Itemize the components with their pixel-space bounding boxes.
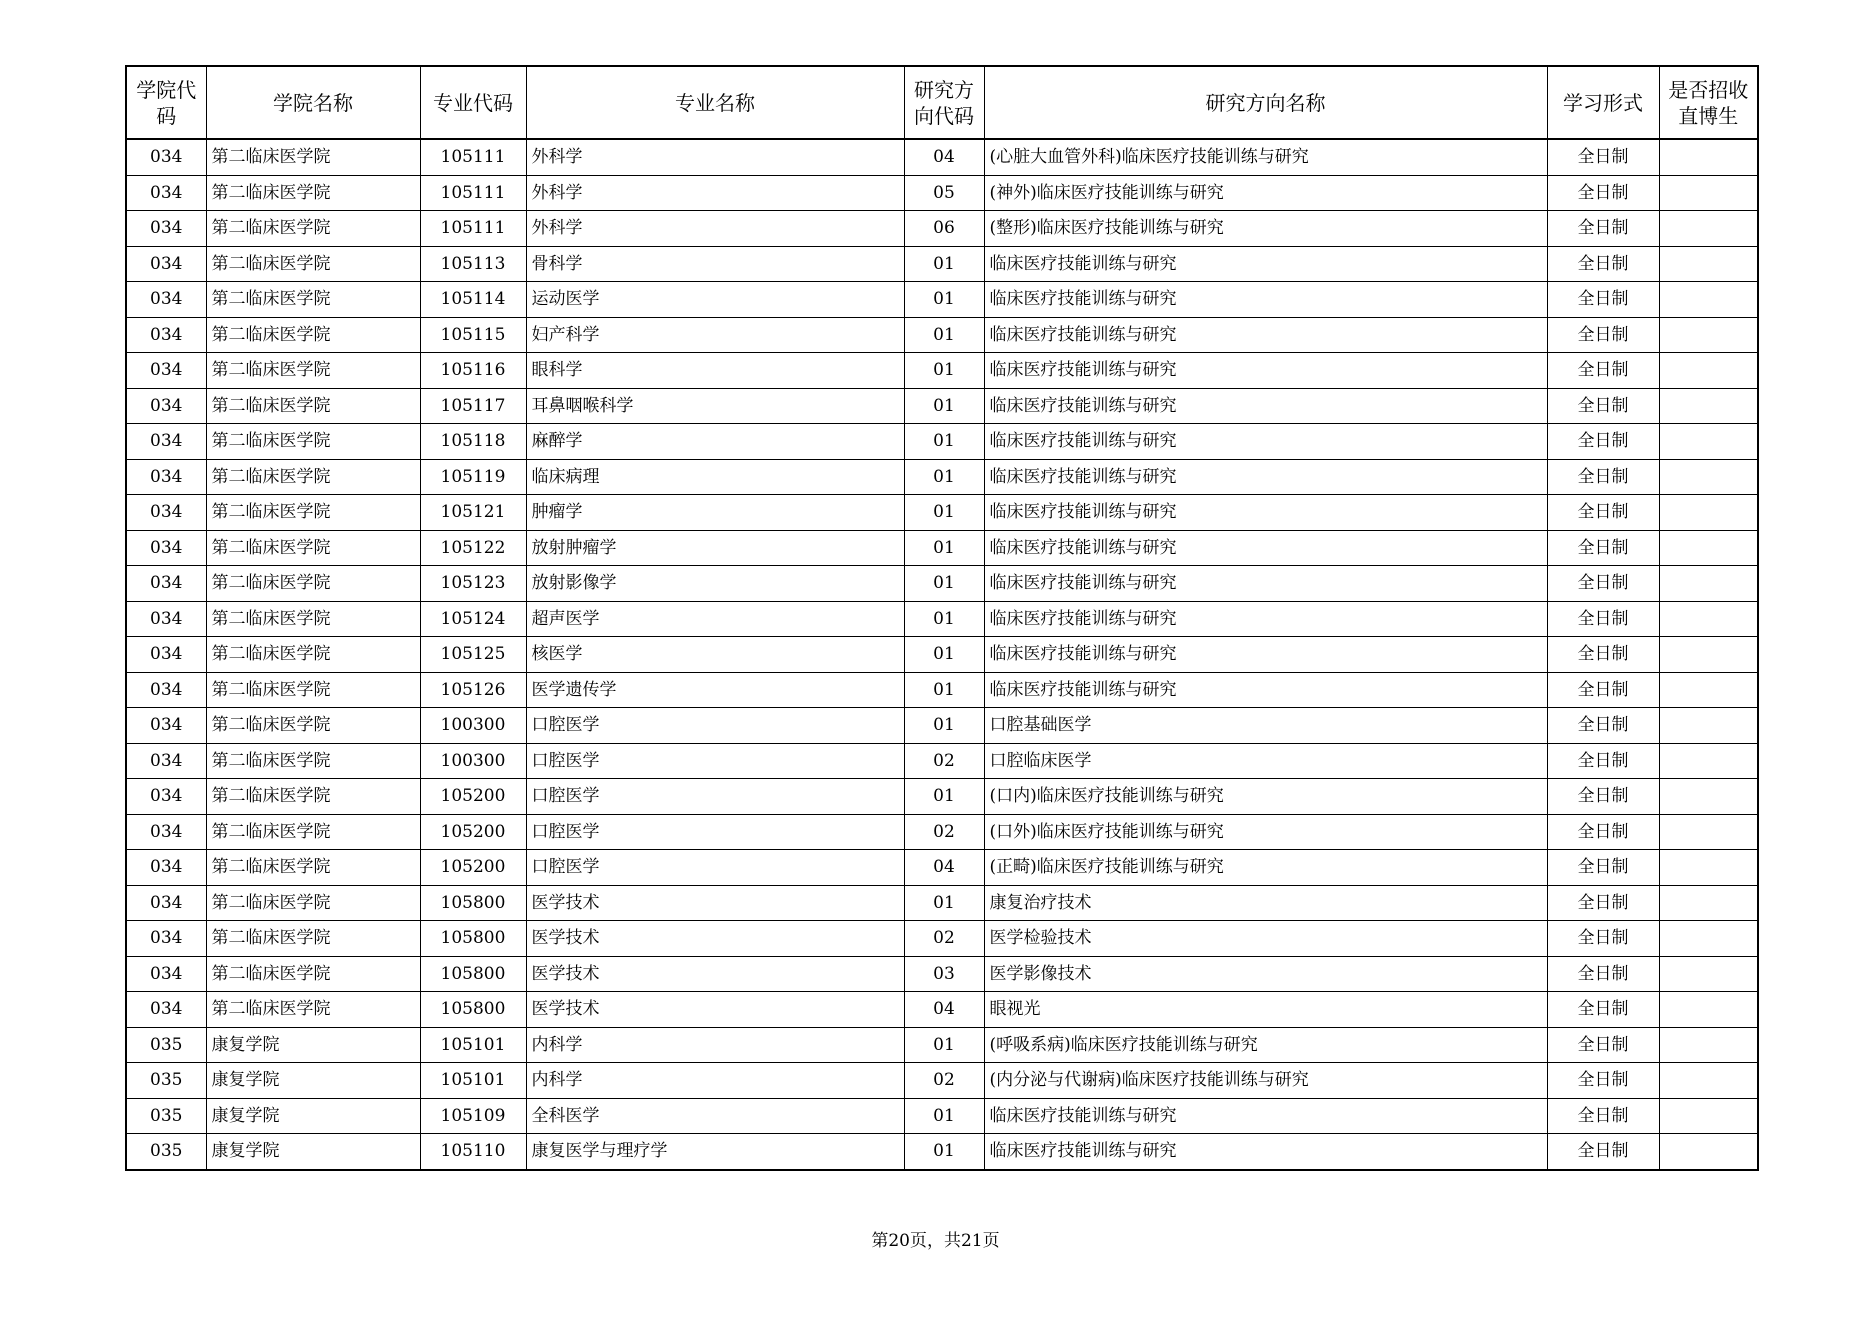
cell-direction-name: 临床医疗技能训练与研究 <box>984 1098 1547 1134</box>
cell-major-code: 105101 <box>420 1063 526 1099</box>
cell-direct-phd <box>1659 282 1758 318</box>
cell-direction-name: 临床医疗技能训练与研究 <box>984 637 1547 673</box>
cell-direct-phd <box>1659 743 1758 779</box>
cell-direct-phd <box>1659 850 1758 886</box>
cell-direction-code: 01 <box>904 1027 984 1063</box>
cell-direct-phd <box>1659 992 1758 1028</box>
cell-direction-name: 临床医疗技能训练与研究 <box>984 388 1547 424</box>
cell-study-mode: 全日制 <box>1547 495 1659 531</box>
table-row <box>126 1063 1758 1099</box>
cell-major-code: 105111 <box>420 139 526 175</box>
cell-direction-code: 01 <box>904 885 984 921</box>
cell-direction-name: 医学检验技术 <box>984 921 1547 957</box>
cell-college-code: 034 <box>126 246 206 282</box>
cell-study-mode: 全日制 <box>1547 424 1659 460</box>
cell-study-mode: 全日制 <box>1547 956 1659 992</box>
cell-college-name: 第二临床医学院 <box>206 708 420 744</box>
cell-direct-phd <box>1659 672 1758 708</box>
cell-direction-code: 01 <box>904 779 984 815</box>
cell-direction-code: 01 <box>904 566 984 602</box>
cell-college-code: 034 <box>126 850 206 886</box>
cell-college-code: 034 <box>126 672 206 708</box>
cell-study-mode: 全日制 <box>1547 850 1659 886</box>
table-row <box>126 1098 1758 1134</box>
cell-direct-phd <box>1659 139 1758 175</box>
header-college-code: 学院代码 <box>126 66 206 139</box>
cell-direct-phd <box>1659 317 1758 353</box>
cell-direction-code: 02 <box>904 814 984 850</box>
cell-major-name: 口腔医学 <box>526 708 904 744</box>
cell-major-code: 105111 <box>420 211 526 247</box>
cell-direction-name: 临床医疗技能训练与研究 <box>984 1134 1547 1170</box>
cell-direction-code: 01 <box>904 317 984 353</box>
header-college-name: 学院名称 <box>206 66 420 139</box>
cell-study-mode: 全日制 <box>1547 388 1659 424</box>
cell-direct-phd <box>1659 566 1758 602</box>
cell-study-mode: 全日制 <box>1547 885 1659 921</box>
cell-direct-phd <box>1659 921 1758 957</box>
table-row <box>126 211 1758 247</box>
cell-college-name: 第二临床医学院 <box>206 814 420 850</box>
cell-major-name: 内科学 <box>526 1027 904 1063</box>
table-row <box>126 814 1758 850</box>
cell-college-code: 034 <box>126 921 206 957</box>
cell-study-mode: 全日制 <box>1547 637 1659 673</box>
cell-major-code: 105121 <box>420 495 526 531</box>
cell-direct-phd <box>1659 1134 1758 1170</box>
cell-college-name: 第二临床医学院 <box>206 921 420 957</box>
cell-direct-phd <box>1659 495 1758 531</box>
cell-major-code: 105200 <box>420 779 526 815</box>
cell-college-name: 第二临床医学院 <box>206 566 420 602</box>
cell-direct-phd <box>1659 1063 1758 1099</box>
header-major-code: 专业代码 <box>420 66 526 139</box>
cell-major-name: 全科医学 <box>526 1098 904 1134</box>
cell-direction-code: 01 <box>904 708 984 744</box>
cell-major-code: 105800 <box>420 921 526 957</box>
cell-study-mode: 全日制 <box>1547 353 1659 389</box>
cell-college-code: 034 <box>126 779 206 815</box>
cell-direct-phd <box>1659 388 1758 424</box>
table-row <box>126 246 1758 282</box>
cell-major-code: 105118 <box>420 424 526 460</box>
cell-study-mode: 全日制 <box>1547 566 1659 602</box>
cell-college-code: 034 <box>126 637 206 673</box>
cell-college-code: 035 <box>126 1134 206 1170</box>
cell-college-code: 034 <box>126 139 206 175</box>
cell-direction-code: 01 <box>904 637 984 673</box>
cell-college-name: 第二临床医学院 <box>206 601 420 637</box>
cell-direct-phd <box>1659 885 1758 921</box>
cell-college-code: 034 <box>126 743 206 779</box>
header-major-name: 专业名称 <box>526 66 904 139</box>
cell-college-code: 034 <box>126 530 206 566</box>
cell-direction-code: 05 <box>904 175 984 211</box>
cell-direction-name: 临床医疗技能训练与研究 <box>984 459 1547 495</box>
cell-college-code: 034 <box>126 601 206 637</box>
cell-major-name: 口腔医学 <box>526 779 904 815</box>
table-row <box>126 708 1758 744</box>
cell-college-name: 第二临床医学院 <box>206 139 420 175</box>
cell-direction-name: 临床医疗技能训练与研究 <box>984 530 1547 566</box>
cell-direct-phd <box>1659 814 1758 850</box>
cell-major-code: 105123 <box>420 566 526 602</box>
cell-major-name: 内科学 <box>526 1063 904 1099</box>
cell-study-mode: 全日制 <box>1547 708 1659 744</box>
cell-major-name: 眼科学 <box>526 353 904 389</box>
cell-study-mode: 全日制 <box>1547 1063 1659 1099</box>
header-study-mode: 学习形式 <box>1547 66 1659 139</box>
table-row <box>126 139 1758 175</box>
cell-major-code: 105113 <box>420 246 526 282</box>
cell-college-code: 034 <box>126 814 206 850</box>
cell-study-mode: 全日制 <box>1547 282 1659 318</box>
cell-college-code: 034 <box>126 388 206 424</box>
cell-direct-phd <box>1659 459 1758 495</box>
cell-college-code: 035 <box>126 1098 206 1134</box>
cell-direction-code: 02 <box>904 1063 984 1099</box>
cell-college-name: 康复学院 <box>206 1098 420 1134</box>
cell-college-code: 035 <box>126 1027 206 1063</box>
cell-direction-name: 口腔临床医学 <box>984 743 1547 779</box>
cell-direction-name: 临床医疗技能训练与研究 <box>984 353 1547 389</box>
cell-direction-name: 临床医疗技能训练与研究 <box>984 672 1547 708</box>
cell-direction-name: 眼视光 <box>984 992 1547 1028</box>
cell-direction-code: 02 <box>904 743 984 779</box>
cell-major-code: 105800 <box>420 992 526 1028</box>
cell-college-code: 034 <box>126 211 206 247</box>
cell-direction-name: (正畸)临床医疗技能训练与研究 <box>984 850 1547 886</box>
table-row <box>126 424 1758 460</box>
cell-major-code: 105800 <box>420 885 526 921</box>
cell-major-name: 麻醉学 <box>526 424 904 460</box>
cell-direction-code: 04 <box>904 139 984 175</box>
cell-direction-name: (口外)临床医疗技能训练与研究 <box>984 814 1547 850</box>
cell-college-name: 第二临床医学院 <box>206 317 420 353</box>
cell-major-code: 100300 <box>420 708 526 744</box>
cell-major-code: 105200 <box>420 850 526 886</box>
cell-direction-code: 03 <box>904 956 984 992</box>
cell-study-mode: 全日制 <box>1547 1134 1659 1170</box>
cell-major-name: 外科学 <box>526 211 904 247</box>
cell-direction-code: 01 <box>904 601 984 637</box>
cell-direction-name: 临床医疗技能训练与研究 <box>984 282 1547 318</box>
cell-college-name: 第二临床医学院 <box>206 459 420 495</box>
cell-college-name: 第二临床医学院 <box>206 530 420 566</box>
cell-major-code: 105109 <box>420 1098 526 1134</box>
cell-college-code: 034 <box>126 708 206 744</box>
cell-direction-code: 04 <box>904 992 984 1028</box>
cell-direction-code: 02 <box>904 921 984 957</box>
cell-direction-name: (心脏大血管外科)临床医疗技能训练与研究 <box>984 139 1547 175</box>
cell-direction-name: 临床医疗技能训练与研究 <box>984 601 1547 637</box>
table-row <box>126 743 1758 779</box>
cell-major-name: 医学技术 <box>526 885 904 921</box>
cell-college-code: 034 <box>126 956 206 992</box>
cell-college-name: 第二临床医学院 <box>206 175 420 211</box>
cell-direct-phd <box>1659 637 1758 673</box>
header-direction-code: 研究方向代码 <box>904 66 984 139</box>
cell-direction-code: 01 <box>904 459 984 495</box>
header-direction-name: 研究方向名称 <box>984 66 1547 139</box>
table-row <box>126 672 1758 708</box>
cell-college-name: 第二临床医学院 <box>206 424 420 460</box>
cell-college-code: 034 <box>126 175 206 211</box>
cell-direct-phd <box>1659 708 1758 744</box>
cell-major-code: 105124 <box>420 601 526 637</box>
table-row <box>126 921 1758 957</box>
table-row <box>126 850 1758 886</box>
cell-college-code: 034 <box>126 317 206 353</box>
cell-major-code: 105125 <box>420 637 526 673</box>
cell-college-name: 康复学院 <box>206 1027 420 1063</box>
cell-major-name: 医学技术 <box>526 956 904 992</box>
cell-direction-code: 06 <box>904 211 984 247</box>
table-row <box>126 885 1758 921</box>
cell-direction-code: 01 <box>904 672 984 708</box>
cell-major-name: 耳鼻咽喉科学 <box>526 388 904 424</box>
table-header-row <box>126 66 1758 139</box>
cell-study-mode: 全日制 <box>1547 743 1659 779</box>
cell-major-name: 骨科学 <box>526 246 904 282</box>
cell-college-code: 034 <box>126 353 206 389</box>
cell-college-code: 034 <box>126 424 206 460</box>
table-row <box>126 459 1758 495</box>
cell-major-code: 105122 <box>420 530 526 566</box>
cell-direct-phd <box>1659 1098 1758 1134</box>
cell-study-mode: 全日制 <box>1547 921 1659 957</box>
cell-study-mode: 全日制 <box>1547 175 1659 211</box>
cell-major-name: 口腔医学 <box>526 743 904 779</box>
cell-college-name: 第二临床医学院 <box>206 672 420 708</box>
cell-direction-code: 01 <box>904 530 984 566</box>
table-row <box>126 1134 1758 1170</box>
cell-college-code: 034 <box>126 459 206 495</box>
cell-college-code: 034 <box>126 282 206 318</box>
cell-major-name: 核医学 <box>526 637 904 673</box>
cell-major-code: 105115 <box>420 317 526 353</box>
cell-study-mode: 全日制 <box>1547 672 1659 708</box>
cell-major-code: 105116 <box>420 353 526 389</box>
cell-major-name: 运动医学 <box>526 282 904 318</box>
cell-major-name: 外科学 <box>526 175 904 211</box>
cell-direction-name: 临床医疗技能训练与研究 <box>984 424 1547 460</box>
cell-direction-name: (内分泌与代谢病)临床医疗技能训练与研究 <box>984 1063 1547 1099</box>
cell-major-name: 医学遗传学 <box>526 672 904 708</box>
cell-study-mode: 全日制 <box>1547 1098 1659 1134</box>
cell-direction-name: 口腔基础医学 <box>984 708 1547 744</box>
cell-college-name: 第二临床医学院 <box>206 211 420 247</box>
cell-college-name: 第二临床医学院 <box>206 850 420 886</box>
cell-study-mode: 全日制 <box>1547 601 1659 637</box>
cell-study-mode: 全日制 <box>1547 530 1659 566</box>
cell-direction-code: 01 <box>904 1098 984 1134</box>
cell-major-code: 105110 <box>420 1134 526 1170</box>
cell-study-mode: 全日制 <box>1547 992 1659 1028</box>
cell-study-mode: 全日制 <box>1547 814 1659 850</box>
cell-major-name: 口腔医学 <box>526 850 904 886</box>
cell-direction-code: 01 <box>904 353 984 389</box>
cell-direction-code: 01 <box>904 282 984 318</box>
table-row <box>126 388 1758 424</box>
table-row <box>126 530 1758 566</box>
cell-major-name: 外科学 <box>526 139 904 175</box>
cell-major-code: 105117 <box>420 388 526 424</box>
cell-major-code: 105126 <box>420 672 526 708</box>
cell-major-name: 超声医学 <box>526 601 904 637</box>
cell-major-name: 临床病理 <box>526 459 904 495</box>
cell-major-name: 妇产科学 <box>526 317 904 353</box>
table-row <box>126 317 1758 353</box>
cell-study-mode: 全日制 <box>1547 246 1659 282</box>
cell-major-name: 放射影像学 <box>526 566 904 602</box>
cell-study-mode: 全日制 <box>1547 459 1659 495</box>
cell-direction-name: 临床医疗技能训练与研究 <box>984 246 1547 282</box>
cell-direction-code: 01 <box>904 424 984 460</box>
cell-direct-phd <box>1659 211 1758 247</box>
cell-college-name: 第二临床医学院 <box>206 388 420 424</box>
cell-college-name: 康复学院 <box>206 1134 420 1170</box>
cell-major-name: 肿瘤学 <box>526 495 904 531</box>
cell-college-code: 034 <box>126 495 206 531</box>
cell-direct-phd <box>1659 779 1758 815</box>
cell-direct-phd <box>1659 1027 1758 1063</box>
cell-major-name: 医学技术 <box>526 921 904 957</box>
cell-major-name: 医学技术 <box>526 992 904 1028</box>
cell-study-mode: 全日制 <box>1547 779 1659 815</box>
cell-major-code: 105200 <box>420 814 526 850</box>
cell-direct-phd <box>1659 424 1758 460</box>
cell-college-name: 第二临床医学院 <box>206 282 420 318</box>
cell-direction-name: 康复治疗技术 <box>984 885 1547 921</box>
cell-direction-name: (口内)临床医疗技能训练与研究 <box>984 779 1547 815</box>
cell-direction-name: 临床医疗技能训练与研究 <box>984 566 1547 602</box>
table-row <box>126 495 1758 531</box>
cell-college-code: 034 <box>126 885 206 921</box>
cell-direction-code: 01 <box>904 388 984 424</box>
table-row <box>126 353 1758 389</box>
cell-study-mode: 全日制 <box>1547 211 1659 247</box>
cell-college-name: 第二临床医学院 <box>206 246 420 282</box>
table-body <box>126 139 1758 1170</box>
page-footer: 第20页，共21页 <box>871 1231 1000 1251</box>
table-row <box>126 601 1758 637</box>
table-row <box>126 779 1758 815</box>
cell-college-name: 第二临床医学院 <box>206 992 420 1028</box>
table-row <box>126 282 1758 318</box>
cell-major-code: 105111 <box>420 175 526 211</box>
table-row <box>126 637 1758 673</box>
cell-major-code: 100300 <box>420 743 526 779</box>
cell-direct-phd <box>1659 956 1758 992</box>
cell-direct-phd <box>1659 246 1758 282</box>
cell-major-code: 105101 <box>420 1027 526 1063</box>
cell-major-name: 康复医学与理疗学 <box>526 1134 904 1170</box>
cell-college-code: 035 <box>126 1063 206 1099</box>
cell-college-name: 第二临床医学院 <box>206 956 420 992</box>
table-row <box>126 566 1758 602</box>
table-row <box>126 1027 1758 1063</box>
cell-direct-phd <box>1659 601 1758 637</box>
cell-major-code: 105800 <box>420 956 526 992</box>
cell-direction-code: 01 <box>904 246 984 282</box>
cell-direction-code: 01 <box>904 495 984 531</box>
cell-direction-code: 04 <box>904 850 984 886</box>
table-row <box>126 992 1758 1028</box>
enrollment-table <box>125 65 1759 1171</box>
header-direct-phd: 是否招收直博生 <box>1659 66 1758 139</box>
cell-direction-name: 临床医疗技能训练与研究 <box>984 495 1547 531</box>
cell-major-code: 105119 <box>420 459 526 495</box>
cell-study-mode: 全日制 <box>1547 139 1659 175</box>
cell-college-code: 034 <box>126 566 206 602</box>
cell-direction-code: 01 <box>904 1134 984 1170</box>
cell-college-name: 第二临床医学院 <box>206 885 420 921</box>
cell-college-name: 康复学院 <box>206 1063 420 1099</box>
cell-college-name: 第二临床医学院 <box>206 779 420 815</box>
cell-college-name: 第二临床医学院 <box>206 353 420 389</box>
cell-major-name: 口腔医学 <box>526 814 904 850</box>
table-row <box>126 956 1758 992</box>
cell-study-mode: 全日制 <box>1547 1027 1659 1063</box>
cell-direction-name: 医学影像技术 <box>984 956 1547 992</box>
cell-major-code: 105114 <box>420 282 526 318</box>
cell-direct-phd <box>1659 353 1758 389</box>
cell-college-name: 第二临床医学院 <box>206 743 420 779</box>
cell-direction-name: (呼吸系病)临床医疗技能训练与研究 <box>984 1027 1547 1063</box>
cell-direction-name: (整形)临床医疗技能训练与研究 <box>984 211 1547 247</box>
cell-college-name: 第二临床医学院 <box>206 637 420 673</box>
cell-college-name: 第二临床医学院 <box>206 495 420 531</box>
cell-direct-phd <box>1659 175 1758 211</box>
cell-direction-name: 临床医疗技能训练与研究 <box>984 317 1547 353</box>
table-row <box>126 175 1758 211</box>
cell-direct-phd <box>1659 530 1758 566</box>
cell-college-code: 034 <box>126 992 206 1028</box>
cell-direction-name: (神外)临床医疗技能训练与研究 <box>984 175 1547 211</box>
cell-major-name: 放射肿瘤学 <box>526 530 904 566</box>
cell-study-mode: 全日制 <box>1547 317 1659 353</box>
